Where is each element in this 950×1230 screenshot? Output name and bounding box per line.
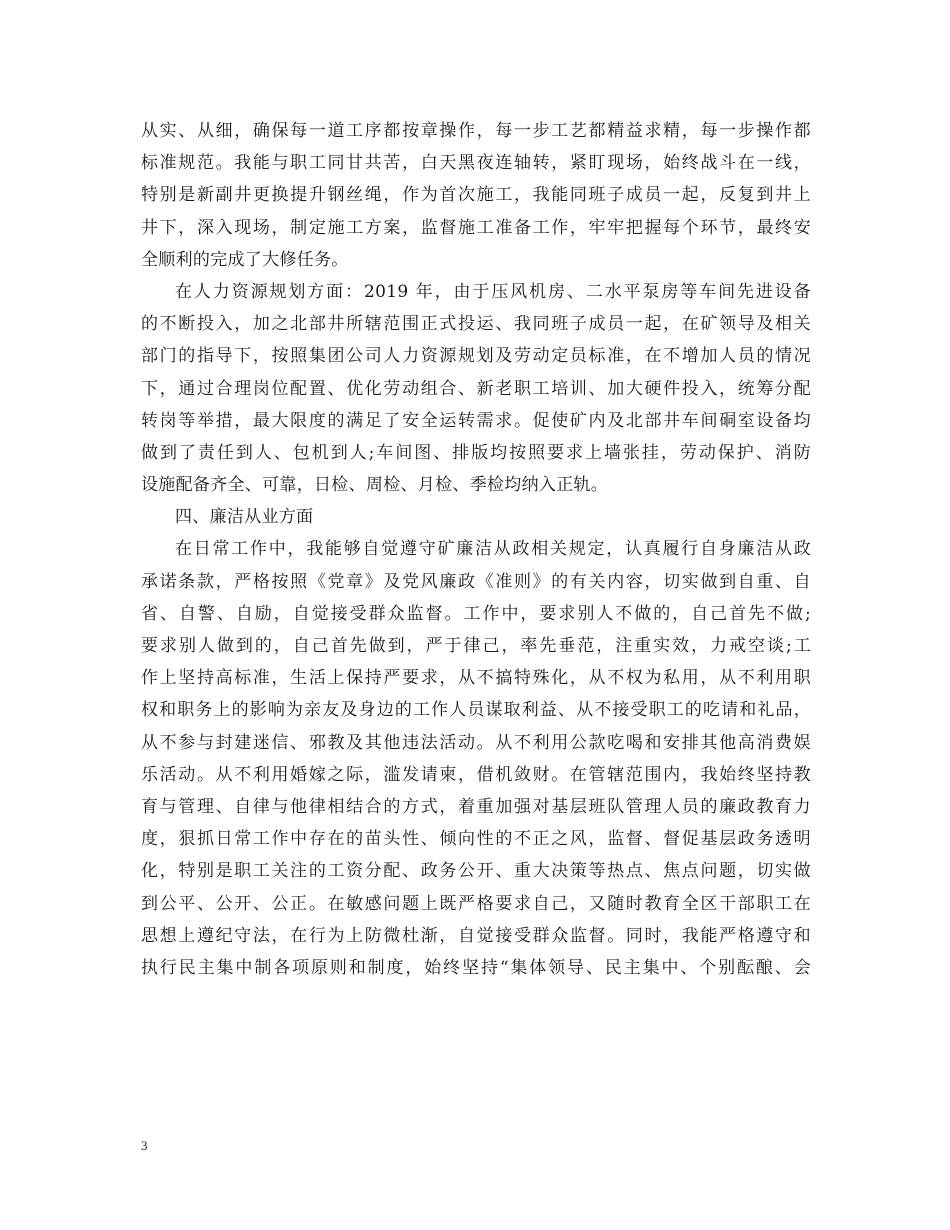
text-line: 标准规范。我能与职工同甘共苦，白天黑夜连轴转，紧盯现场，始终战斗在一线， (141, 153, 811, 174)
text-line: 特别是新副井更换提升钢丝绳，作为首次施工，我能同班子成员一起，反复到井上 (141, 185, 811, 206)
text-line: 做到了责任到人、包机到人;车间图、排版均按照要求上墙张挂，劳动保护、消防 (141, 442, 811, 463)
text-line: 设施配备齐全、可靠，日检、周检、月检、季检均纳入正轨。 (141, 475, 609, 496)
text-line: 承诺条款，严格按照《党章》及党风廉政《准则》的有关内容，切实做到自重、自 (141, 571, 811, 592)
body-text (141, 115, 811, 984)
text-line: 作上坚持高标准，生活上保持严要求，从不搞特殊化，从不权为私用，从不利用职 (141, 668, 811, 689)
text-line: 全顺利的完成了大修任务。 (141, 249, 349, 270)
text-line: 井下，深入现场，制定施工方案，监督施工准备工作，牢牢把握每个环节，最终安 (141, 217, 811, 238)
text-line: 部门的指导下，按照集团公司人力资源规划及劳动定员标准，在不增加人员的情况 (141, 346, 811, 367)
text-line: 思想上遵纪守法，在行为上防微杜渐，自觉接受群众监督。同时，我能严格遵守和 (141, 925, 811, 946)
paragraph-first-line: 在日常工作中，我能够自觉遵守矿廉洁从政相关规定，认真履行自身廉洁从政 (175, 539, 811, 560)
text-line: 乐活动。从不利用婚嫁之际，滥发请柬，借机敛财。在管辖范围内，我始终坚持教 (141, 764, 811, 785)
text-line: 从实、从细，确保每一道工序都按章操作，每一步工艺都精益求精，每一步操作都 (141, 121, 811, 141)
text-line: 执行民主集中制各项原则和制度，始终坚持“集体领导、民主集中、个别酝酿、会 (141, 957, 811, 978)
text-line: 下，通过合理岗位配置、优化劳动组合、新老职工培训、加大硬件投入，统筹分配 (141, 378, 811, 399)
paragraph-first-line: 在人力资源规划方面：2019 年，由于压风机房、二水平泵房等车间先进设备 (175, 281, 811, 302)
text-line: 的不断投入，加之北部井所辖范围正式投运、我同班子成员一起，在矿领导及相关 (141, 314, 811, 335)
text-line: 要求别人做到的，自己首先做到，严于律己，率先垂范，注重实效，力戒空谈;工 (141, 636, 811, 656)
text-line: 转岗等举措，最大限度的满足了安全运转需求。促使矿内及北部井车间硐室设备均 (141, 410, 811, 431)
text-line: 权和职务上的影响为亲友及身边的工作人员谋取利益、从不接受职工的吃请和礼品， (141, 700, 811, 721)
text-line: 化，特别是职工关注的工资分配、政务公开、重大决策等热点、焦点问题，切实做 (141, 861, 811, 882)
section-heading: 四、廉洁从业方面 (175, 507, 314, 528)
text-line: 省、自警、自励，自觉接受群众监督。工作中，要求别人不做的，自己首先不做; (141, 603, 811, 624)
text-line: 到公平、公开、公正。在敏感问题上既严格要求自己，又随时教育全区干部职工在 (141, 893, 811, 914)
text-line: 从不参与封建迷信、邪教及其他违法活动。从不利用公款吃喝和安排其他高消费娱 (141, 732, 811, 753)
page-number: 3 (141, 1138, 148, 1153)
text-line: 育与管理、自律与他律相结合的方式，着重加强对基层班队管理人员的廉政教育力 (141, 796, 811, 817)
text-line: 度，狠抓日常工作中存在的苗头性、倾向性的不正之风，监督、督促基层政务透明 (141, 829, 811, 850)
